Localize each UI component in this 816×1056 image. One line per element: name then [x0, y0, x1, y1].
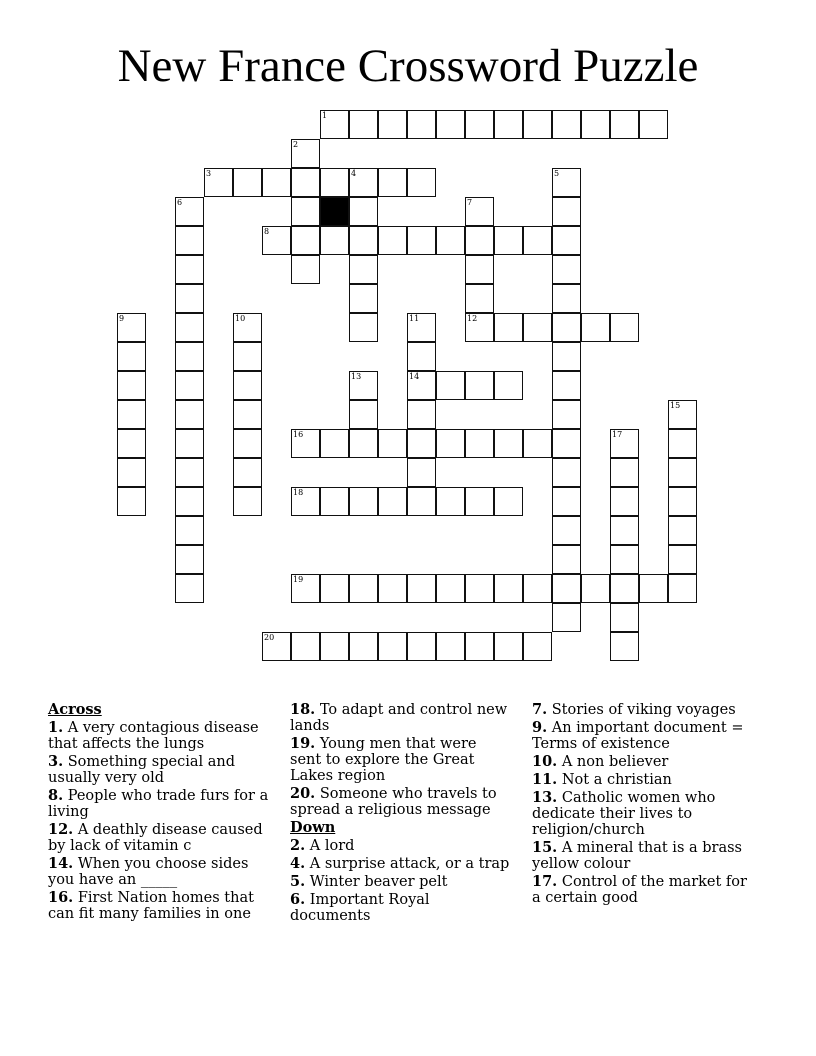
clues-column-2: [290, 702, 512, 926]
grid-cell[interactable]: [552, 574, 581, 603]
grid-cell[interactable]: [378, 429, 407, 458]
clue-text: To adapt and control new lands: [290, 702, 508, 734]
grid-cell[interactable]: [668, 400, 697, 429]
clue-text: Control of the market for a certain good: [532, 874, 747, 906]
grid-cell[interactable]: [117, 429, 146, 458]
grid-cell[interactable]: [320, 574, 349, 603]
across-clue: [290, 702, 512, 734]
clue-number: 17.: [532, 873, 558, 890]
clue-number: 14.: [48, 855, 74, 872]
grid-cell[interactable]: [349, 284, 378, 313]
grid-cell[interactable]: [291, 429, 320, 458]
grid-cell[interactable]: [291, 574, 320, 603]
across-clue: [48, 856, 270, 888]
grid-cell[interactable]: [233, 313, 262, 342]
clue-number-label: 6: [177, 198, 183, 207]
grid-cell[interactable]: [175, 226, 204, 255]
grid-cell[interactable]: [523, 632, 552, 661]
grid-cell[interactable]: [320, 429, 349, 458]
grid-cell[interactable]: [117, 342, 146, 371]
clue-text: A mineral that is a brass yellow colour: [532, 840, 742, 872]
grid-cell[interactable]: [465, 632, 494, 661]
grid-cell[interactable]: [175, 400, 204, 429]
grid-cell[interactable]: [378, 574, 407, 603]
grid-cell[interactable]: [320, 226, 349, 255]
grid-cell[interactable]: [349, 313, 378, 342]
across-clue: [290, 786, 512, 818]
grid-cell[interactable]: [523, 226, 552, 255]
down-clue: [532, 720, 754, 752]
clues-column-1: [48, 702, 270, 924]
clue-number-label: 15: [670, 401, 681, 410]
grid-cell[interactable]: [610, 429, 639, 458]
grid-cell[interactable]: [407, 371, 436, 400]
across-heading: Across: [48, 701, 102, 718]
down-clue: [290, 874, 512, 890]
grid-cell[interactable]: [291, 226, 320, 255]
grid-cell[interactable]: [349, 255, 378, 284]
clue-number-label: 3: [206, 169, 212, 178]
clue-number: 5.: [290, 873, 306, 890]
clue-text: Not a christian: [561, 772, 672, 788]
grid-cell[interactable]: [291, 139, 320, 168]
grid-cell[interactable]: [465, 110, 494, 139]
grid-cell[interactable]: [552, 458, 581, 487]
grid-cell[interactable]: [407, 429, 436, 458]
grid-cell[interactable]: [668, 574, 697, 603]
clue-number: 7.: [532, 701, 548, 718]
grid-cell[interactable]: [465, 429, 494, 458]
grid-cell[interactable]: [523, 110, 552, 139]
grid-cell[interactable]: [436, 371, 465, 400]
grid-cell[interactable]: [436, 429, 465, 458]
grid-cell[interactable]: [349, 487, 378, 516]
clue-text: A deathly disease caused by lack of vitamin c: [48, 822, 263, 854]
grid-cell[interactable]: [610, 487, 639, 516]
grid-cell[interactable]: [436, 110, 465, 139]
grid-cell[interactable]: [581, 574, 610, 603]
clue-number-label: 10: [235, 314, 246, 323]
grid-cell[interactable]: [378, 226, 407, 255]
grid-cell[interactable]: [407, 400, 436, 429]
grid-cell[interactable]: [349, 110, 378, 139]
grid-cell[interactable]: [494, 487, 523, 516]
grid-cell[interactable]: [494, 226, 523, 255]
clue-number-label: 20: [264, 633, 275, 642]
clue-text: Stories of viking voyages: [551, 702, 736, 718]
grid-cell[interactable]: [610, 110, 639, 139]
clue-text: A very contagious disease that affects the lungs: [48, 720, 259, 752]
clue-number-label: 18: [293, 488, 304, 497]
grid-cell[interactable]: [349, 371, 378, 400]
down-heading: Down: [290, 819, 336, 836]
grid-cell[interactable]: [204, 168, 233, 197]
grid-cell[interactable]: [552, 516, 581, 545]
grid-cell[interactable]: [552, 313, 581, 342]
grid-cell[interactable]: [465, 574, 494, 603]
grid-cell[interactable]: [494, 429, 523, 458]
clue-number-label: 13: [351, 372, 362, 381]
clue-number-label: 16: [293, 430, 304, 439]
clue-number: 11.: [532, 771, 558, 788]
grid-cell[interactable]: [465, 197, 494, 226]
clue-number-label: 12: [467, 314, 478, 323]
grid-cell[interactable]: [407, 574, 436, 603]
grid-cell[interactable]: [349, 226, 378, 255]
grid-cell[interactable]: [581, 110, 610, 139]
grid-cell[interactable]: [320, 487, 349, 516]
across-clue: [48, 720, 270, 752]
grid-cell[interactable]: [610, 516, 639, 545]
clue-text: A lord: [309, 838, 355, 854]
clue-text: People who trade furs for a living: [48, 788, 269, 820]
grid-cell[interactable]: [175, 342, 204, 371]
grid-cell[interactable]: [175, 574, 204, 603]
grid-cell[interactable]: [523, 313, 552, 342]
grid-cell[interactable]: [668, 487, 697, 516]
grid-cell[interactable]: [610, 603, 639, 632]
grid-cell[interactable]: [552, 197, 581, 226]
grid-cell[interactable]: [349, 429, 378, 458]
grid-cell[interactable]: [610, 574, 639, 603]
grid-cell[interactable]: [378, 487, 407, 516]
grid-cell[interactable]: [175, 313, 204, 342]
down-clue: [290, 892, 512, 924]
grid-cell[interactable]: [291, 632, 320, 661]
grid-cell[interactable]: [291, 487, 320, 516]
grid-cell[interactable]: [233, 400, 262, 429]
clue-number: 8.: [48, 787, 64, 804]
across-clue: [48, 754, 270, 786]
grid-cell[interactable]: [639, 574, 668, 603]
grid-cell[interactable]: [291, 255, 320, 284]
clue-number-label: 5: [554, 169, 560, 178]
clue-number: 13.: [532, 789, 558, 806]
grid-cell[interactable]: [465, 313, 494, 342]
clue-number: 3.: [48, 753, 64, 770]
grid-cell[interactable]: [175, 516, 204, 545]
clue-number-label: 19: [293, 575, 304, 584]
down-clue: [532, 754, 754, 770]
grid-cell[interactable]: [668, 458, 697, 487]
grid-cell[interactable]: [407, 342, 436, 371]
clue-text: Young men that were sent to explore the Great Lakes region: [290, 736, 477, 784]
down-clue: [532, 790, 754, 838]
grid-cell[interactable]: [378, 632, 407, 661]
grid-cell[interactable]: [378, 110, 407, 139]
clue-text: Catholic women who dedicate their lives to religion/church: [532, 790, 716, 838]
clue-number: 9.: [532, 719, 548, 736]
clue-number-label: 4: [351, 169, 357, 178]
grid-cell[interactable]: [175, 545, 204, 574]
grid-cell[interactable]: [465, 255, 494, 284]
clue-text: When you choose sides you have an _____: [48, 856, 249, 888]
grid-cell[interactable]: [262, 632, 291, 661]
clue-number: 6.: [290, 891, 306, 908]
grid-cell[interactable]: [175, 197, 204, 226]
grid-cell[interactable]: [552, 545, 581, 574]
down-clue: [532, 840, 754, 872]
across-clue: [48, 788, 270, 820]
clue-text: Someone who travels to spread a religious message: [290, 786, 497, 818]
grid-cell[interactable]: [581, 313, 610, 342]
grid-cell[interactable]: [407, 313, 436, 342]
clue-number-label: 2: [293, 140, 299, 149]
grid-cell[interactable]: [175, 458, 204, 487]
clue-number-label: 7: [467, 198, 473, 207]
grid-cell[interactable]: [552, 400, 581, 429]
down-clue: [532, 874, 754, 906]
grid-cell[interactable]: [610, 458, 639, 487]
clues-column-3: [532, 702, 754, 908]
grid-cell[interactable]: [552, 255, 581, 284]
grid-cell[interactable]: [610, 313, 639, 342]
grid-cell[interactable]: [175, 371, 204, 400]
grid-cell[interactable]: [233, 458, 262, 487]
grid-cell[interactable]: [523, 574, 552, 603]
grid-cell[interactable]: [552, 371, 581, 400]
grid-cell[interactable]: [117, 487, 146, 516]
grid-cell[interactable]: [233, 371, 262, 400]
grid-cell[interactable]: [552, 603, 581, 632]
clue-text: First Nation homes that can fit many families in one: [48, 890, 254, 922]
grid-cell[interactable]: [349, 574, 378, 603]
across-clue: [48, 822, 270, 854]
clue-number: 15.: [532, 839, 558, 856]
grid-cell[interactable]: [117, 371, 146, 400]
clue-text: An important document = Terms of existence: [532, 720, 744, 752]
clue-number-label: 9: [119, 314, 125, 323]
grid-cell[interactable]: [349, 197, 378, 226]
grid-cell[interactable]: [291, 168, 320, 197]
grid-cell[interactable]: [117, 458, 146, 487]
grid-cell[interactable]: [494, 371, 523, 400]
clue-number: 10.: [532, 753, 558, 770]
grid-cell[interactable]: [465, 371, 494, 400]
clue-number-label: 14: [409, 372, 420, 381]
grid-cell[interactable]: [465, 284, 494, 313]
grid-cell[interactable]: [407, 226, 436, 255]
grid-cell[interactable]: [610, 545, 639, 574]
grid-cell[interactable]: [465, 487, 494, 516]
clue-number-label: 8: [264, 227, 270, 236]
grid-cell[interactable]: [494, 313, 523, 342]
grid-cell[interactable]: [349, 168, 378, 197]
grid-cell[interactable]: [668, 545, 697, 574]
grid-cell[interactable]: [552, 226, 581, 255]
grid-cell[interactable]: [262, 226, 291, 255]
clue-number-label: 17: [612, 430, 623, 439]
grid-cell[interactable]: [262, 168, 291, 197]
clue-number-label: 1: [322, 111, 328, 120]
grid-cell[interactable]: [320, 110, 349, 139]
grid-cell[interactable]: [175, 255, 204, 284]
across-clue: [48, 890, 270, 922]
clue-number: 12.: [48, 821, 74, 838]
clue-text: A surprise attack, or a trap: [309, 856, 510, 872]
clue-text: Something special and usually very old: [48, 754, 235, 786]
grid-cell[interactable]: [117, 400, 146, 429]
grid-cell[interactable]: [668, 429, 697, 458]
grid-cell[interactable]: [552, 168, 581, 197]
down-clue: [532, 772, 754, 788]
grid-cell[interactable]: [233, 429, 262, 458]
black-square: [320, 197, 349, 226]
grid-cell[interactable]: [552, 342, 581, 371]
grid-cell[interactable]: [436, 574, 465, 603]
clue-number: 19.: [290, 735, 316, 752]
clue-text: A non believer: [561, 754, 669, 770]
grid-cell[interactable]: [117, 313, 146, 342]
grid-cell[interactable]: [552, 487, 581, 516]
grid-cell[interactable]: [320, 632, 349, 661]
grid-cell[interactable]: [465, 226, 494, 255]
grid-cell[interactable]: [407, 632, 436, 661]
clue-number: 1.: [48, 719, 64, 736]
grid-cell[interactable]: [407, 110, 436, 139]
grid-cell[interactable]: [436, 226, 465, 255]
grid-cell[interactable]: [523, 429, 552, 458]
page-title: New France Crossword Puzzle: [117, 40, 699, 92]
grid-cell[interactable]: [407, 168, 436, 197]
grid-cell[interactable]: [552, 429, 581, 458]
down-clue: [290, 838, 512, 854]
clue-number: 16.: [48, 889, 74, 906]
grid-cell[interactable]: [668, 516, 697, 545]
grid-cell[interactable]: [175, 487, 204, 516]
grid-cell[interactable]: [494, 574, 523, 603]
grid-cell[interactable]: [552, 110, 581, 139]
grid-cell[interactable]: [175, 284, 204, 313]
grid-cell[interactable]: [291, 197, 320, 226]
clue-text: Important Royal documents: [290, 892, 430, 924]
grid-cell[interactable]: [610, 632, 639, 661]
grid-cell[interactable]: [494, 632, 523, 661]
grid-cell[interactable]: [320, 168, 349, 197]
grid-cell[interactable]: [436, 487, 465, 516]
down-clue: [290, 856, 512, 872]
grid-cell[interactable]: [233, 342, 262, 371]
clue-number: 20.: [290, 785, 316, 802]
clue-number: 2.: [290, 837, 306, 854]
grid-cell[interactable]: [349, 632, 378, 661]
grid-cell[interactable]: [407, 487, 436, 516]
down-clue: [532, 702, 754, 718]
grid-cell[interactable]: [494, 110, 523, 139]
clue-number: 4.: [290, 855, 306, 872]
grid-cell[interactable]: [407, 458, 436, 487]
clue-text: Winter beaver pelt: [309, 874, 448, 890]
grid-cell[interactable]: [233, 168, 262, 197]
grid-cell[interactable]: [552, 284, 581, 313]
grid-cell[interactable]: [175, 429, 204, 458]
clue-number-label: 11: [409, 314, 420, 323]
grid-cell[interactable]: [233, 487, 262, 516]
across-clue: [290, 736, 512, 784]
grid-cell[interactable]: [349, 400, 378, 429]
grid-cell[interactable]: [436, 632, 465, 661]
grid-cell[interactable]: [639, 110, 668, 139]
clue-number: 18.: [290, 701, 316, 718]
grid-cell[interactable]: [378, 168, 407, 197]
